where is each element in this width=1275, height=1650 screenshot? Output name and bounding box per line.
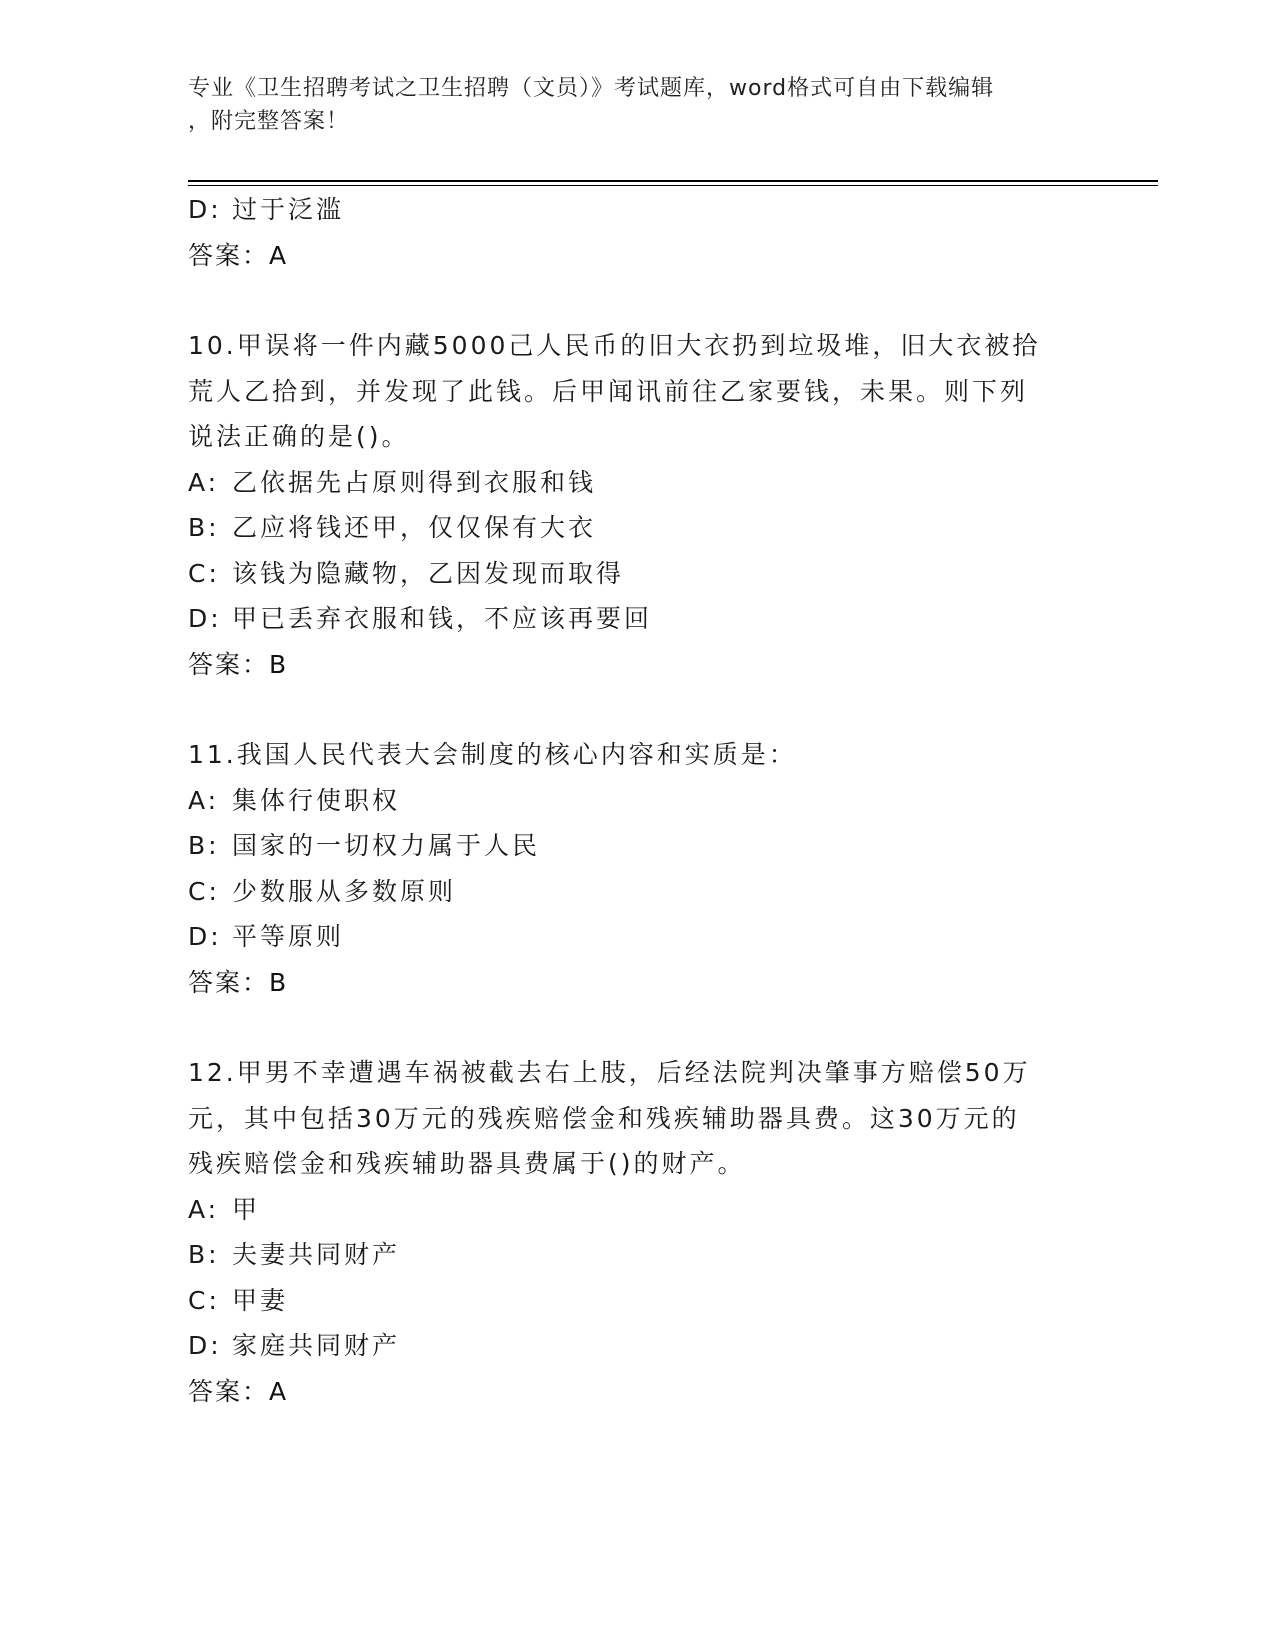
answer-label: 答案： (188, 1376, 270, 1406)
option-c (188, 869, 1088, 915)
option-label: A: (188, 467, 220, 497)
question-12 (188, 1050, 1088, 1414)
option-label: B: (188, 831, 220, 860)
option-a (188, 778, 1088, 824)
option-label: C: (188, 876, 220, 906)
question-gap (188, 1005, 1088, 1050)
option-d (188, 596, 1088, 642)
option-text: 甲已丢弃衣服和钱，不应该再要回 (232, 604, 653, 633)
option-d (188, 1323, 1088, 1369)
option-label: B: (188, 1240, 220, 1269)
option-text: 甲妻 (232, 1285, 289, 1315)
answer-value: A (269, 1376, 289, 1406)
option-label: D: (188, 1331, 222, 1360)
answer-label: 答案： (188, 649, 270, 679)
question-stem (188, 732, 1088, 778)
option-b (188, 1232, 1088, 1278)
question-answer (188, 642, 1088, 688)
stem-line: 11.我国人民代表大会制度的核心内容和实质是： (188, 740, 797, 769)
carryover-answer (188, 233, 1088, 279)
stem-line: 12.甲男不幸遭遇车祸被截去右上肢，后经法院判决肇事方赔偿50万 (188, 1058, 1031, 1087)
question-stem (188, 1050, 1088, 1187)
header-line-1: 专业《卫生招聘考试之卫生招聘（文员）》考试题库，word格式可自由下载编辑 (188, 76, 995, 101)
question-10 (188, 323, 1088, 687)
answer-value: B (269, 649, 289, 679)
stem-line: 残疾赔偿金和残疾辅助器具费属于()的财产。 (188, 1149, 746, 1178)
stem-line: 荒人乙拾到，并发现了此钱。后甲闻讯前往乙家要钱，未果。则下列 (188, 376, 1029, 406)
question-gap (188, 687, 1088, 732)
document-body (188, 187, 1088, 1414)
header-rule-thin (188, 185, 1158, 186)
answer-value: A (269, 240, 289, 270)
question-answer (188, 960, 1088, 1006)
option-text: 少数服从多数原则 (232, 876, 457, 906)
option-text: 家庭共同财产 (232, 1331, 401, 1360)
question-11 (188, 732, 1088, 1005)
option-text: 乙依据先占原则得到衣服和钱 (232, 467, 597, 497)
question-stem (188, 323, 1088, 460)
option-label: D: (188, 195, 222, 224)
question-answer (188, 1369, 1088, 1415)
option-text: 夫妻共同财产 (232, 1240, 401, 1269)
option-text: 过于泛滥 (232, 195, 345, 224)
option-text: 乙应将钱还甲，仅仅保有大衣 (232, 513, 597, 542)
option-label: B: (188, 513, 220, 542)
stem-line: 元，其中包括30万元的残疾赔偿金和残疾辅助器具费。这30万元的 (188, 1103, 1020, 1133)
option-label: A: (188, 785, 220, 815)
header-line-2: ，附完整答案！ (188, 109, 350, 134)
option-text: 甲 (232, 1194, 261, 1224)
question-gap (188, 278, 1088, 323)
option-c (188, 1278, 1088, 1324)
option-d (188, 914, 1088, 960)
header-rule-thick (188, 180, 1158, 182)
document-header (188, 72, 1068, 138)
option-a (188, 1187, 1088, 1233)
option-text: 国家的一切权力属于人民 (232, 831, 541, 860)
option-a (188, 460, 1088, 506)
answer-label: 答案： (188, 240, 270, 270)
option-c (188, 551, 1088, 597)
answer-value: B (269, 967, 289, 997)
option-text: 集体行使职权 (232, 785, 401, 815)
option-label: C: (188, 1285, 220, 1315)
stem-line: 10.甲误将一件内藏5000己人民币的旧大衣扔到垃圾堆，旧大衣被拾 (188, 331, 1041, 360)
option-b (188, 505, 1088, 551)
option-label: A: (188, 1194, 220, 1224)
option-label: D: (188, 922, 222, 951)
option-text: 该钱为隐藏物，乙因发现而取得 (232, 558, 625, 588)
carryover-option-d (188, 187, 1088, 233)
option-label: D: (188, 604, 222, 633)
option-text: 平等原则 (232, 922, 345, 951)
option-label: C: (188, 558, 220, 588)
stem-line: 说法正确的是()。 (188, 422, 410, 451)
option-b (188, 823, 1088, 869)
answer-label: 答案： (188, 967, 270, 997)
